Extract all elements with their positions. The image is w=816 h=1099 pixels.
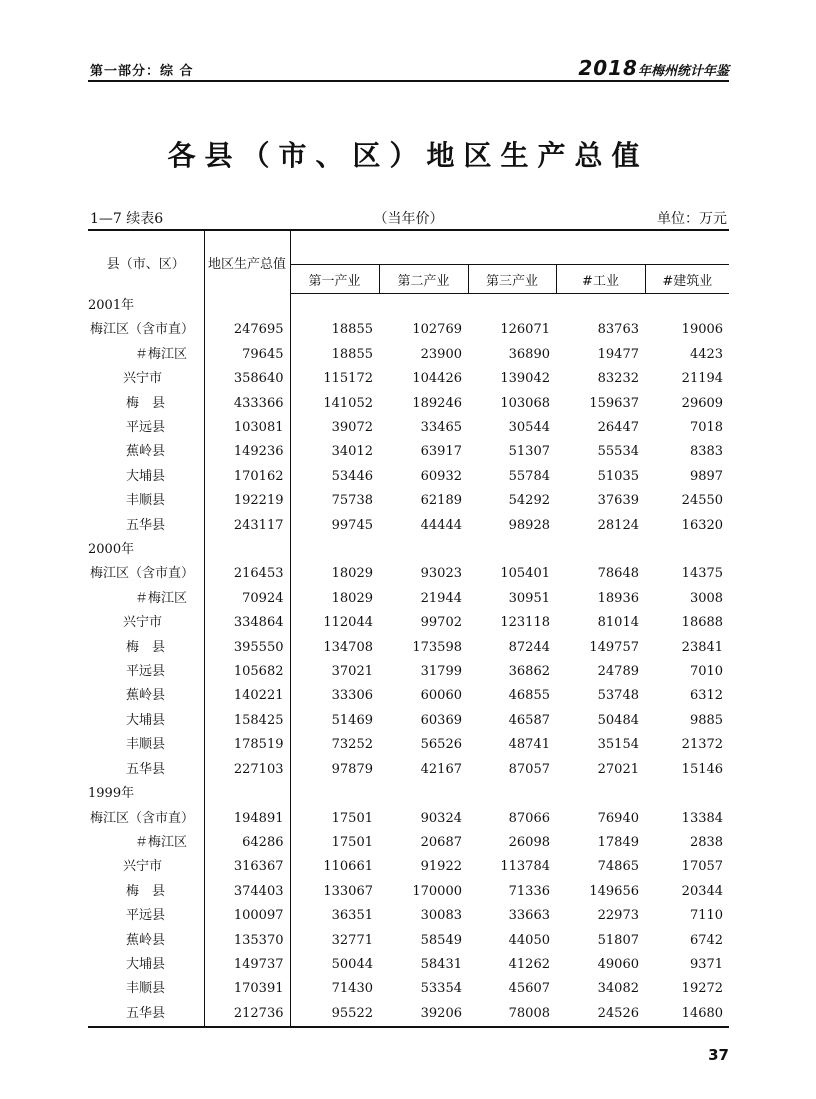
construction-value: 16320 [681,517,724,533]
table-row [88,392,729,416]
construction-value: 19006 [681,322,724,338]
construction-value: 6742 [689,932,724,948]
gdp-value: 149236 [204,440,290,464]
industry-value: 50484 [597,712,639,728]
tertiary-value: 44050 [508,932,550,948]
region-name: 蕉岭县 [88,929,204,953]
table-body [88,294,729,1028]
region-name: 蕉岭县 [88,440,204,464]
industry-value: 35154 [597,737,639,753]
page-title: 各县（市、区）地区生产总值 [167,139,649,172]
gdp-value: 170162 [204,465,290,489]
table-row [88,636,729,660]
table-row [88,929,729,953]
secondary-value: 60932 [420,468,462,484]
region-name: 大埔县 [88,709,204,733]
industry-value: 26447 [597,420,639,436]
tertiary-value: 36890 [508,346,550,362]
gdp-value: 316367 [204,855,290,879]
construction-value: 21194 [681,371,724,387]
secondary-value: 60060 [420,688,462,704]
col-header-gdp: 地区生产总值 [204,230,290,294]
primary-value: 18029 [331,590,373,606]
gdp-value: 243117 [204,514,290,538]
table-row [88,855,729,879]
table-row [88,684,729,708]
construction-value: 20344 [681,883,724,899]
secondary-value: 58431 [420,956,462,972]
tertiary-value: 54292 [508,493,550,509]
gdp-value: 140221 [204,684,290,708]
industry-value: 149757 [589,639,639,655]
primary-value: 99745 [331,517,373,533]
construction-value: 24550 [681,493,724,509]
table-row [88,343,729,367]
industry-value: 22973 [597,908,639,924]
year-label: 1999年 [88,782,204,806]
region-name: ＃梅江区 [88,587,204,611]
construction-value: 29609 [681,395,724,411]
primary-value: 71430 [331,981,373,997]
primary-value: 110661 [323,859,373,875]
industry-value: 17849 [597,834,639,850]
tertiary-value: 36862 [508,664,550,680]
industry-value: 37639 [597,493,639,509]
gdp-value: 149737 [204,953,290,977]
table-row [88,367,729,391]
construction-value: 7110 [689,908,724,924]
primary-value: 33306 [331,688,373,704]
gdp-value: 103081 [204,416,290,440]
tertiary-value: 71336 [508,883,550,899]
tertiary-value: 87244 [508,639,550,655]
construction-value: 4423 [689,346,724,362]
tertiary-value: 105401 [500,566,550,582]
tertiary-value: 41262 [508,956,550,972]
primary-value: 50044 [331,956,373,972]
secondary-value: 189246 [412,395,462,411]
region-name: 五华县 [88,1002,204,1027]
gdp-value: 64286 [204,831,290,855]
secondary-value: 170000 [412,883,462,899]
primary-value: 32771 [331,932,373,948]
empty-cell [204,294,290,319]
secondary-value: 31799 [420,664,462,680]
primary-value: 112044 [323,615,373,631]
gdp-value: 374403 [204,880,290,904]
secondary-value: 21944 [420,590,462,606]
gdp-value: 227103 [204,758,290,782]
primary-value: 37021 [331,664,373,680]
table-row [88,416,729,440]
price-note: （当年价） [373,211,444,227]
page-number: 37 [708,1046,729,1064]
primary-value: 53446 [331,468,373,484]
construction-value: 6312 [689,688,724,704]
primary-value: 34012 [331,444,373,460]
table-row [88,758,729,782]
gdp-value: 212736 [204,1002,290,1027]
header-spacer [290,230,729,265]
industry-value: 51807 [597,932,639,948]
table-row [88,880,729,904]
secondary-value: 62189 [420,493,462,509]
region-name: 丰顺县 [88,489,204,513]
table-row [88,953,729,977]
industry-value: 83232 [597,371,639,387]
region-name: 五华县 [88,514,204,538]
table-row [88,587,729,611]
primary-value: 17501 [331,834,373,850]
tertiary-value: 78008 [468,1002,556,1027]
tertiary-value: 139042 [500,371,550,387]
tertiary-value: 103068 [500,395,550,411]
tertiary-value: 55784 [508,468,550,484]
gdp-value: 247695 [204,318,290,342]
tertiary-value: 51307 [508,444,550,460]
tertiary-value: 33663 [508,908,550,924]
running-header [88,56,729,78]
industry-value: 159637 [589,395,639,411]
gdp-value: 358640 [204,367,290,391]
empty-cell [290,538,729,562]
table-row [88,660,729,684]
region-name: 兴宁市 [88,367,204,391]
table-row [88,807,729,831]
construction-value: 18688 [681,615,724,631]
gdp-value: 105682 [204,660,290,684]
tertiary-value: 98928 [508,517,550,533]
gdp-value: 79645 [204,343,290,367]
table-row [88,562,729,586]
gdp-value: 395550 [204,636,290,660]
region-name: 大埔县 [88,465,204,489]
region-name: 梅 县 [88,636,204,660]
primary-value: 18855 [331,346,373,362]
secondary-value: 90324 [420,810,462,826]
gdp-value: 170391 [204,977,290,1001]
gdp-value: 178519 [204,733,290,757]
secondary-value: 173598 [412,639,462,655]
region-name: 平远县 [88,904,204,928]
table-row [88,611,729,635]
secondary-value: 33465 [420,420,462,436]
industry-value: 74865 [597,859,639,875]
gdp-table [88,229,729,1028]
gdp-value: 194891 [204,807,290,831]
industry-value: 149656 [589,883,639,899]
construction-value: 15146 [681,761,724,777]
year-row [88,294,729,319]
gdp-value: 216453 [204,562,290,586]
gdp-value: 70924 [204,587,290,611]
tertiary-value: 45607 [508,981,550,997]
construction-value: 13384 [681,810,724,826]
unit-label: 单位：万元 [657,211,727,227]
gdp-value: 334864 [204,611,290,635]
primary-value: 36351 [331,908,373,924]
tertiary-value: 46587 [508,712,550,728]
region-name: 丰顺县 [88,733,204,757]
primary-value: 75738 [331,493,373,509]
table-row [88,733,729,757]
tertiary-value: 30951 [508,590,550,606]
region-name: 五华县 [88,758,204,782]
year-label: 2001年 [88,294,204,319]
secondary-value: 93023 [420,566,462,582]
tertiary-value: 48741 [508,737,550,753]
col-header-tertiary: 第三产业 [468,265,556,294]
primary-value: 17501 [331,810,373,826]
industry-value: 78648 [597,566,639,582]
col-header-region: 县（市、区） [88,230,204,294]
region-name: 兴宁市 [88,611,204,635]
table-row [88,318,729,342]
region-name: 梅江区（含市直） [88,562,204,586]
tertiary-value: 26098 [508,834,550,850]
table-row [88,709,729,733]
year-row [88,782,729,806]
region-name: 梅江区（含市直） [88,318,204,342]
table-row [88,465,729,489]
industry-value: 24789 [597,664,639,680]
region-name: 蕉岭县 [88,684,204,708]
primary-value: 18855 [331,322,373,338]
gdp-value: 158425 [204,709,290,733]
construction-value: 9897 [689,468,724,484]
table-row [88,489,729,513]
book-title [578,56,729,80]
construction-value: 21372 [681,737,724,753]
industry-value: 81014 [597,615,639,631]
primary-value: 115172 [323,371,373,387]
tertiary-value: 30544 [508,420,550,436]
region-name: ＃梅江区 [88,343,204,367]
secondary-value: 60369 [420,712,462,728]
region-name: 平远县 [88,660,204,684]
table-number: 1—7 续表6 [90,211,164,227]
secondary-value: 20687 [420,834,462,850]
primary-value: 133067 [323,883,373,899]
section-label: 第一部分：综 合 [90,64,194,79]
primary-value: 134708 [323,639,373,655]
construction-value: 17057 [681,859,724,875]
construction-value: 14375 [681,566,724,582]
primary-value: 39072 [331,420,373,436]
book-year: 2018 [578,56,638,80]
construction-value: 23841 [681,639,724,655]
construction-value: 3008 [689,590,724,606]
secondary-value: 63917 [420,444,462,460]
region-name: 梅江区（含市直） [88,807,204,831]
region-name: ＃梅江区 [88,831,204,855]
secondary-value: 58549 [420,932,462,948]
tertiary-value: 87057 [508,761,550,777]
table-row [88,1002,729,1027]
col-header-secondary: 第二产业 [379,265,468,294]
primary-value: 97879 [331,761,373,777]
tertiary-value: 113784 [500,859,550,875]
col-header-primary: 第一产业 [290,265,379,294]
construction-value: 8383 [689,444,724,460]
tertiary-value: 46855 [508,688,550,704]
secondary-value: 39206 [379,1002,468,1027]
primary-value: 18029 [331,566,373,582]
table-row [88,440,729,464]
table-row [88,977,729,1001]
secondary-value: 42167 [420,761,462,777]
industry-value: 55534 [597,444,639,460]
primary-value: 73252 [331,737,373,753]
construction-value: 7010 [689,664,724,680]
tertiary-value: 126071 [500,322,550,338]
secondary-value: 30083 [420,908,462,924]
industry-value: 24526 [556,1002,645,1027]
region-name: 平远县 [88,416,204,440]
industry-value: 76940 [597,810,639,826]
industry-value: 19477 [597,346,639,362]
construction-value: 9885 [689,712,724,728]
primary-value: 51469 [331,712,373,728]
secondary-value: 104426 [412,371,462,387]
secondary-value: 91922 [420,859,462,875]
secondary-value: 99702 [420,615,462,631]
table-row [88,831,729,855]
industry-value: 53748 [597,688,639,704]
construction-value: 2838 [689,834,724,850]
construction-value: 19272 [681,981,724,997]
secondary-value: 53354 [420,981,462,997]
industry-value: 34082 [597,981,639,997]
region-name: 丰顺县 [88,977,204,1001]
primary-value: 141052 [323,395,373,411]
construction-value: 14680 [645,1002,729,1027]
book-name: 年梅州统计年鉴 [637,64,729,79]
industry-value: 18936 [597,590,639,606]
secondary-value: 56526 [420,737,462,753]
region-name: 梅 县 [88,880,204,904]
region-name: 梅 县 [88,392,204,416]
industry-value: 28124 [597,517,639,533]
empty-cell [204,782,290,806]
tertiary-value: 87066 [508,810,550,826]
table-row [88,904,729,928]
gdp-value: 100097 [204,904,290,928]
industry-value: 27021 [597,761,639,777]
table-row [88,514,729,538]
secondary-value: 102769 [412,322,462,338]
construction-value: 7018 [689,420,724,436]
empty-cell [204,538,290,562]
construction-value: 9371 [689,956,724,972]
header-rule [88,80,729,82]
year-row [88,538,729,562]
col-header-industry: #工业 [556,265,645,294]
gdp-value: 192219 [204,489,290,513]
region-name: 大埔县 [88,953,204,977]
gdp-value: 433366 [204,392,290,416]
col-header-construction: #建筑业 [645,265,729,294]
tertiary-value: 123118 [500,615,550,631]
industry-value: 49060 [597,956,639,972]
table-meta [88,208,729,228]
year-label: 2000年 [88,538,204,562]
empty-cell [290,294,729,319]
gdp-value: 135370 [204,929,290,953]
industry-value: 83763 [597,322,639,338]
industry-value: 51035 [597,468,639,484]
secondary-value: 44444 [420,517,462,533]
primary-value: 95522 [290,1002,379,1027]
empty-cell [290,782,729,806]
secondary-value: 23900 [420,346,462,362]
region-name: 兴宁市 [88,855,204,879]
